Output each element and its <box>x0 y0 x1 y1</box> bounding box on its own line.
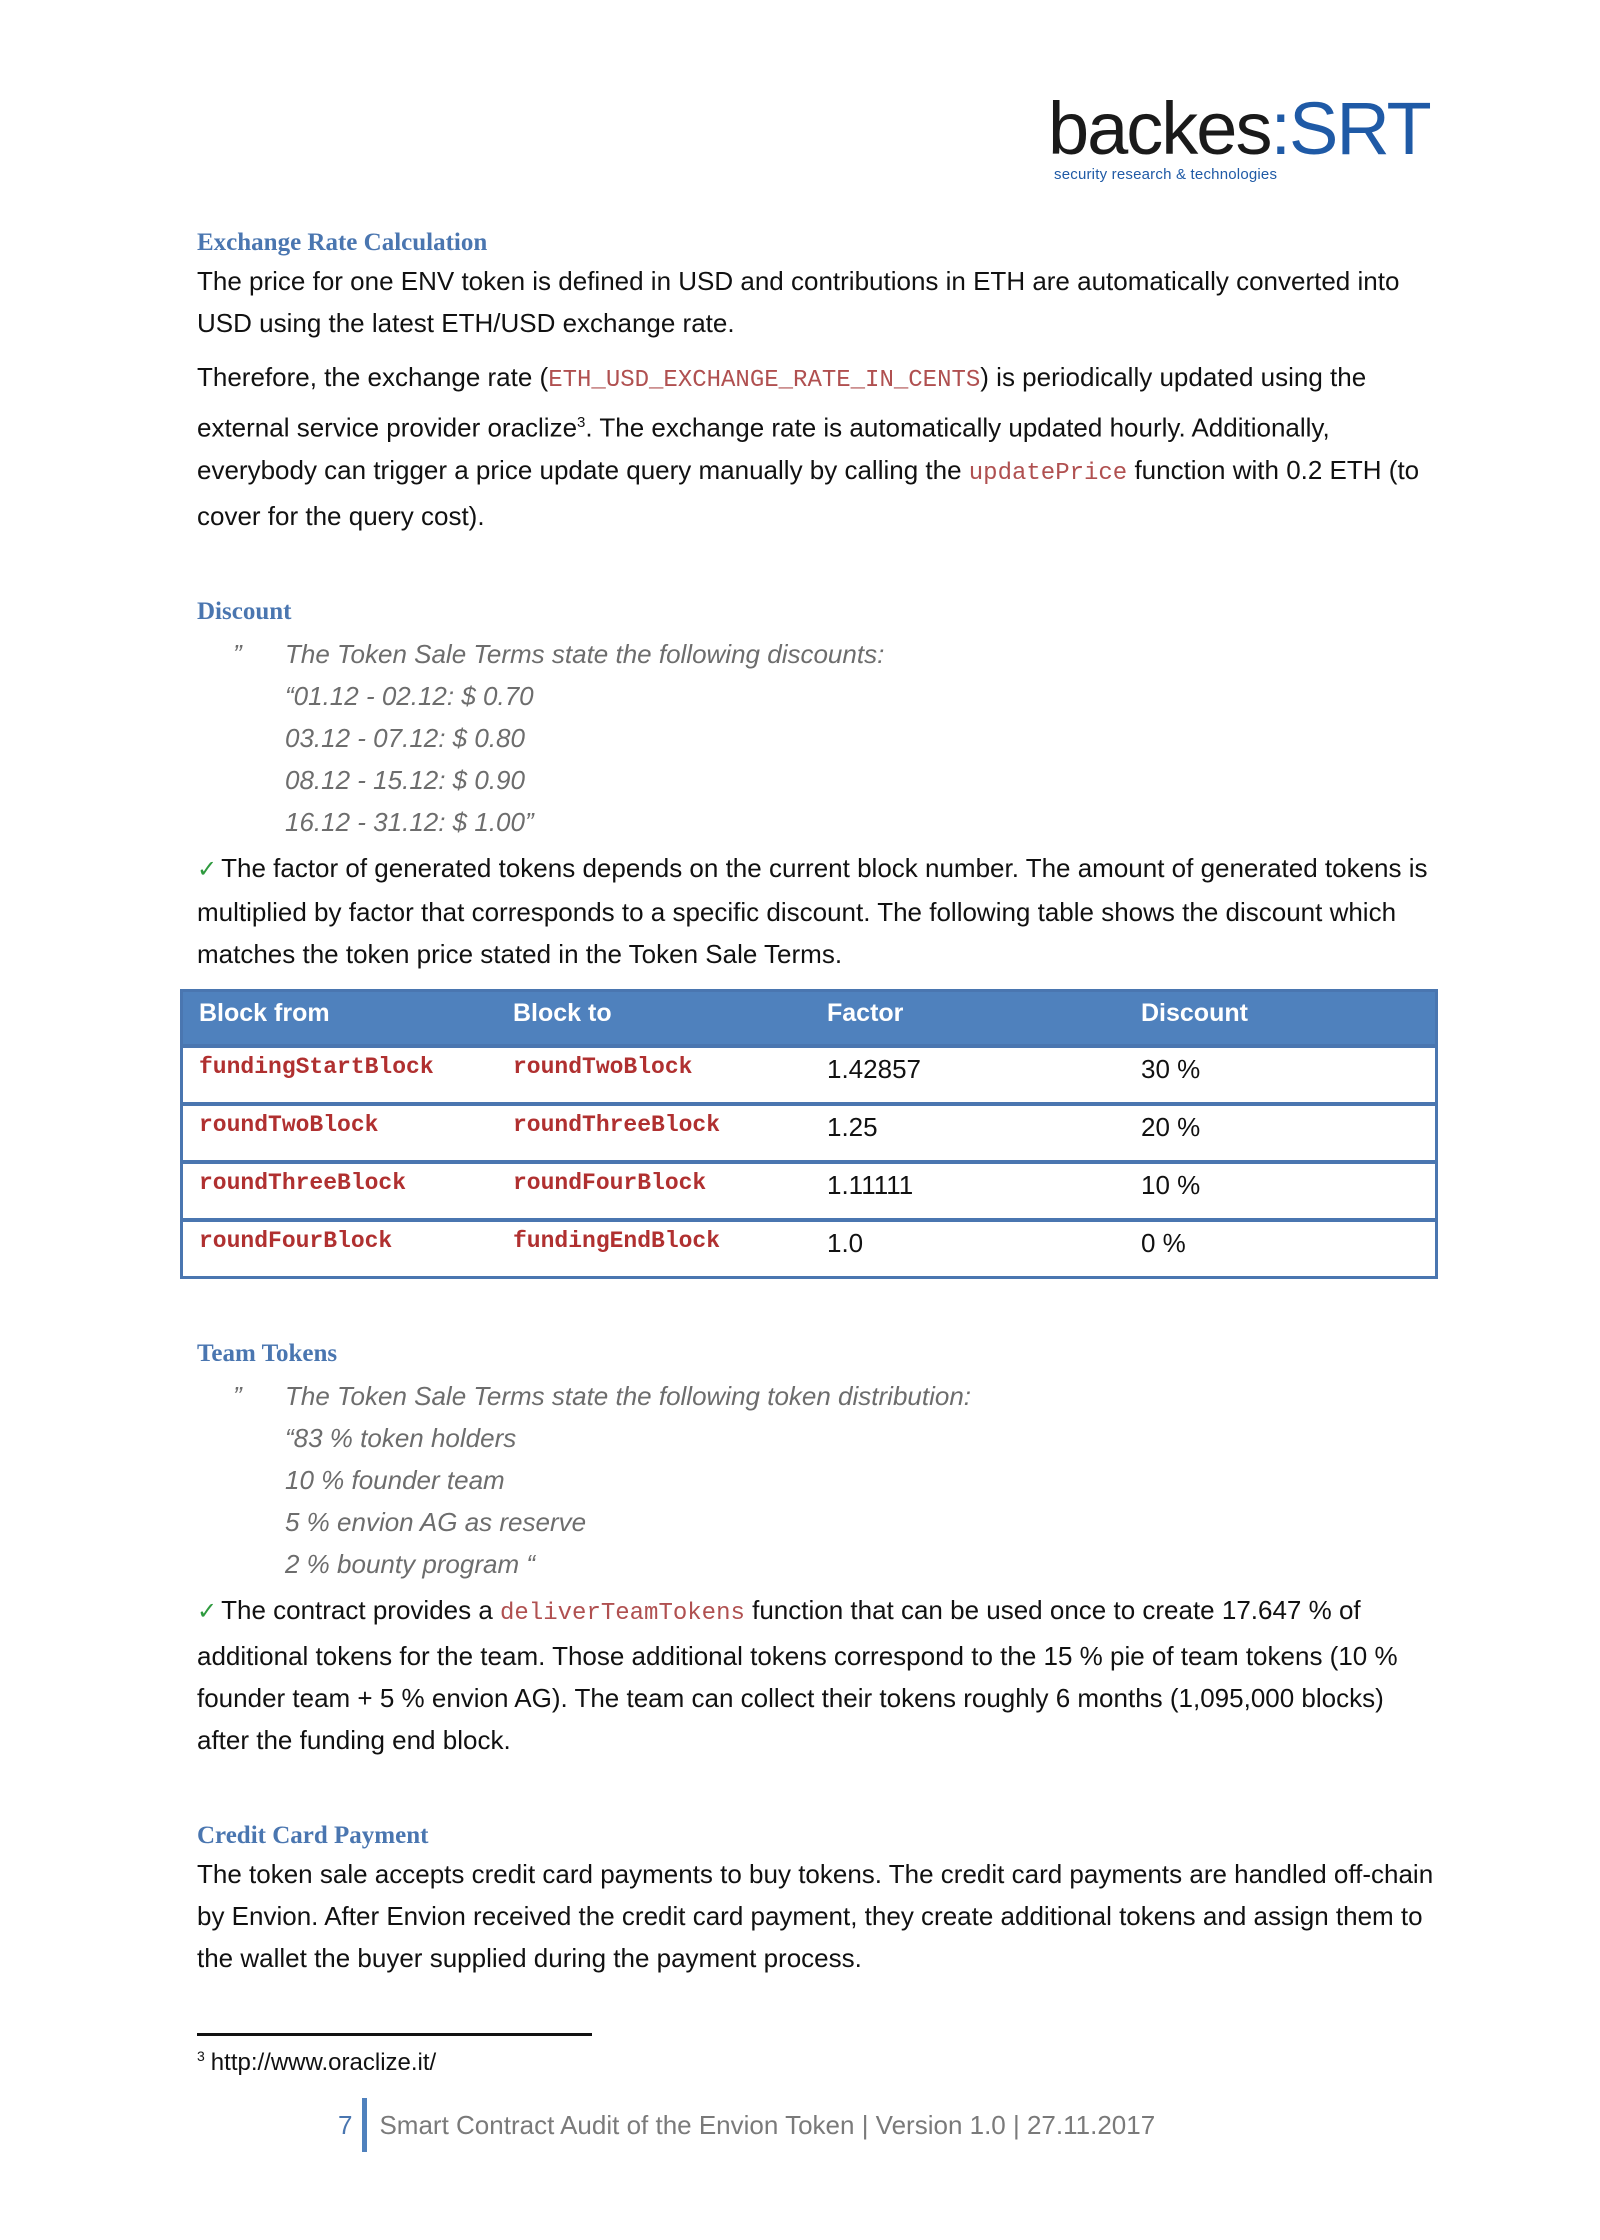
cell-factor: 1.0 <box>811 1220 1125 1278</box>
section-discount <box>197 595 1437 1279</box>
text-run: Therefore, the exchange rate ( <box>197 362 549 392</box>
blockquote <box>197 1375 1437 1585</box>
code-reference: ETH_USD_EXCHANGE_RATE_IN_CENTS <box>548 367 981 394</box>
cell-block-from: fundingStartBlock <box>182 1046 498 1104</box>
cell-discount: 30 % <box>1125 1046 1437 1104</box>
discount-table <box>180 989 1438 1279</box>
table-row <box>182 1162 1437 1220</box>
code-reference: deliverTeamTokens <box>500 1599 745 1627</box>
logo-brand: SRT <box>1289 87 1430 170</box>
company-logo <box>1048 87 1430 183</box>
paragraph: The token sale accepts credit card payments to buy tokens. The credit card payments are handled off-chain by Envion. After Envion received the credit card payment, they create additional tokens and assign them to the wallet the buyer supplied during the payment process. <box>197 1858 1434 1973</box>
section-team-tokens <box>197 1337 1437 1761</box>
cell-discount: 20 % <box>1125 1104 1437 1162</box>
cell-discount: 10 % <box>1125 1162 1437 1220</box>
paragraph <box>197 356 1437 537</box>
section-heading: Discount <box>197 597 292 625</box>
page-number: 7 <box>338 2109 353 2140</box>
quote-line: 08.12 - 15.12: $ 0.90 <box>285 764 525 795</box>
checkmark-icon: ✓ <box>197 1597 218 1625</box>
page-footer <box>338 2098 1155 2152</box>
checkmark-icon: ✓ <box>197 855 218 883</box>
footnote-divider <box>197 2033 592 2036</box>
section-heading: Exchange Rate Calculation <box>197 229 488 256</box>
text-run: The contract provides a <box>221 1594 501 1625</box>
section-exchange-rate <box>197 226 1437 537</box>
text-run: . The exchange rate is automatically updated hourly. Additionally, everybody can trigger a price update query manually by calling the <box>197 412 1330 485</box>
cell-block-to: fundingEndBlock <box>497 1220 811 1278</box>
table-header-row <box>182 990 1437 1046</box>
quote-icon: ” <box>233 638 242 669</box>
text-run: function with 0.2 ETH (to cover for the query cost). <box>197 454 1420 531</box>
column-header: Factor <box>811 990 1125 1046</box>
column-header: Block to <box>497 990 811 1046</box>
cell-block-to: roundThreeBlock <box>497 1104 811 1162</box>
cell-factor: 1.25 <box>811 1104 1125 1162</box>
footnote-number: 3 <box>197 2048 205 2064</box>
footer-text: Smart Contract Audit of the Envion Token | Version 1.0 | 27.11.2017 <box>379 2109 1156 2140</box>
blockquote <box>197 633 1437 843</box>
footer-divider <box>362 2098 367 2152</box>
cell-block-from: roundThreeBlock <box>182 1162 498 1220</box>
footnote-ref[interactable]: 3 <box>577 414 586 431</box>
finding-paragraph <box>197 847 1437 975</box>
quote-line: “83 % token holders <box>285 1422 517 1453</box>
section-heading: Credit Card Payment <box>197 1821 429 1849</box>
table-row <box>182 1046 1437 1104</box>
column-header: Discount <box>1125 990 1437 1046</box>
quote-line: 10 % founder team <box>285 1464 505 1495</box>
logo-tagline: security research & technologies <box>1054 166 1278 183</box>
section-heading: Team Tokens <box>197 1339 338 1367</box>
table-row <box>182 1220 1437 1278</box>
text-run: The factor of generated tokens depends on the current block number. The amount of generated tokens is multiplied by factor that corresponds to a specific discount. The following table shows the discount which matches the token price stated in the Token Sale Terms. <box>197 852 1428 969</box>
paragraph: The price for one ENV token is defined in USD and contributions in ETH are automatically converted into USD using the latest ETH/USD exchange rate. <box>197 266 1400 338</box>
column-header: Block from <box>182 990 498 1046</box>
quote-line: 5 % envion AG as reserve <box>285 1506 587 1537</box>
section-credit-card <box>197 1819 1437 1979</box>
quote-line: The Token Sale Terms state the following token distribution: <box>285 1380 972 1411</box>
footnote <box>197 2048 436 2077</box>
table-row <box>182 1104 1437 1162</box>
text-run: ) is periodically updated using the external service provider oraclize <box>197 362 1367 443</box>
quote-line: 03.12 - 07.12: $ 0.80 <box>285 722 525 753</box>
logo-wordmark <box>1048 87 1430 170</box>
logo-word: backes <box>1048 87 1271 170</box>
cell-discount: 0 % <box>1125 1220 1437 1278</box>
footnote-link[interactable]: http://www.oraclize.it/ <box>210 2049 437 2076</box>
quote-line: 16.12 - 31.12: $ 1.00” <box>285 806 534 837</box>
cell-block-from: roundTwoBlock <box>182 1104 498 1162</box>
quote-line: The Token Sale Terms state the following discounts: <box>285 638 885 669</box>
text-run: function that can be used once to create 17.647 % of additional tokens for the team. Those additional tokens correspond to the 15 % pie of team tokens (10 % founder team + 5 % envion AG). The team can collect their tokens roughly 6 months (1,095,000 blocks) after the funding end block. <box>197 1594 1398 1755</box>
page-content <box>197 226 1437 1979</box>
logo-separator: : <box>1270 87 1290 170</box>
quote-line: “01.12 - 02.12: $ 0.70 <box>285 680 534 711</box>
cell-factor: 1.42857 <box>811 1046 1125 1104</box>
quote-line: 2 % bounty program “ <box>285 1548 536 1579</box>
finding-paragraph <box>197 1589 1437 1761</box>
cell-factor: 1.11111 <box>811 1162 1125 1220</box>
cell-block-from: roundFourBlock <box>182 1220 498 1278</box>
quote-icon: ” <box>233 1380 242 1411</box>
cell-block-to: roundFourBlock <box>497 1162 811 1220</box>
code-reference: updatePrice <box>968 459 1128 487</box>
cell-block-to: roundTwoBlock <box>497 1046 811 1104</box>
